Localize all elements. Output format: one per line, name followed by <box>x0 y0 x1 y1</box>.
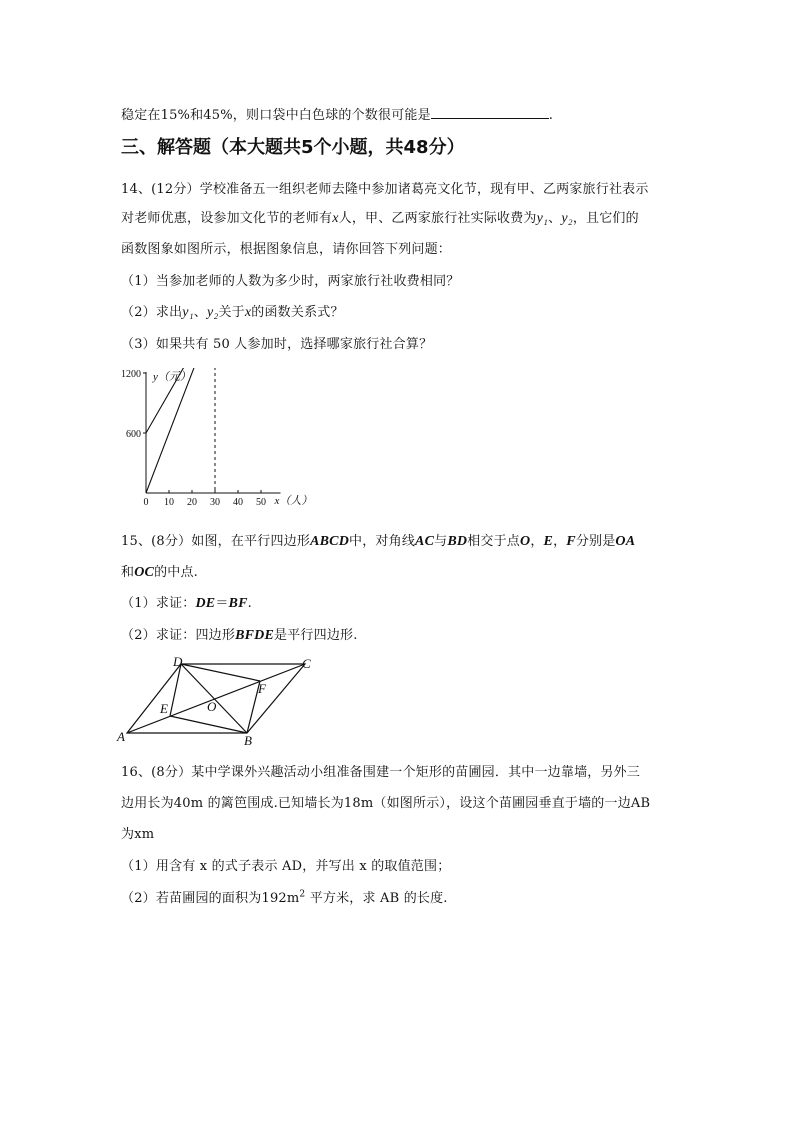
q15-part-1: （1）求证：DE＝BF. <box>121 596 252 611</box>
label-f: F <box>258 681 266 696</box>
section-title: 三、解答题（本大题共5个小题，共48分） <box>121 137 465 158</box>
q16-line-2: 边用长为40m 的篱笆围成.已知墙长为18m（如图所示），设这个苗圃园垂直于墙的一边AB <box>121 796 651 811</box>
q16-line-3: 为xm <box>121 827 155 842</box>
segment-df <box>181 664 260 681</box>
q14-line-1: 14、(12分）学校准备五一组织老师去隆中参加诸葛亮文化节，现有甲、乙两家旅行社表示 <box>121 182 649 197</box>
answer-blank[interactable] <box>431 106 549 119</box>
q14-part-1: （1）当参加老师的人数为多少时，两家旅行社收费相同？ <box>121 274 460 289</box>
label-c: C <box>302 656 311 671</box>
q14-part-2: （2）求出y₁、y₂关于x的函数关系式？ <box>121 305 344 320</box>
x-tick-label: 10 <box>164 497 174 508</box>
q14-line-chart <box>118 368 318 513</box>
label-a: A <box>117 729 125 744</box>
x-tick-label: 0 <box>143 497 149 508</box>
q14-line-2: 对老师优惠，设参加文化节的老师有x人，甲、乙两家旅行社实际收费为y₁、y₂，且它们的 <box>121 211 639 226</box>
q15-line-1: 15、(8分）如图，在平行四边形ABCD中，对角线AC与BD相交于点O，E，F分别是OA <box>121 534 636 549</box>
q15-line-2: 和OC的中点. <box>121 565 198 580</box>
x-tick-label: 30 <box>210 497 220 508</box>
label-o: O <box>207 699 217 714</box>
q16-line-1: 16、(8分）某中学课外兴趣活动小组准备围建一个矩形的苗圃园．其中一边靠墙，另外三 <box>121 765 641 780</box>
q16-part-1: （1）用含有 x 的式子表示 AD，并写出 x 的取值范围； <box>121 859 451 874</box>
q16-part-2: （2）若苗圃园的面积为$192m^2$ 平方米，求 AB 的长度. <box>121 889 448 906</box>
x-tick-label: 50 <box>256 497 266 508</box>
x-axis-label: x（人） <box>274 495 313 507</box>
label-e: E <box>160 701 168 716</box>
q14-line-3: 函数图象如图所示，根据图象信息，请你回答下列问题： <box>121 242 452 257</box>
q14-part-3: （3）如果共有 50 人参加时，选择哪家旅行社合算？ <box>121 337 433 352</box>
segment-be <box>170 716 247 733</box>
series-line-y1 <box>146 368 245 493</box>
top-line: 稳定在15%和45%，则口袋中白色球的个数很可能是 . <box>121 108 554 123</box>
label-b: B <box>244 733 252 745</box>
x-tick-label: 40 <box>233 497 243 508</box>
y-tick-label: 600 <box>126 429 141 440</box>
x-tick-label: 20 <box>187 497 197 508</box>
label-d: D <box>173 655 183 669</box>
parallelogram-figure <box>115 655 325 745</box>
y-axis-label: y（元） <box>153 371 191 383</box>
q15-part-2: （2）求证：四边形BFDE是平行四边形. <box>121 628 358 643</box>
y-tick-label: 1200 <box>121 369 141 380</box>
top-line-text: 稳定在15%和45%，则口袋中白色球的个数很可能是 <box>121 108 431 123</box>
